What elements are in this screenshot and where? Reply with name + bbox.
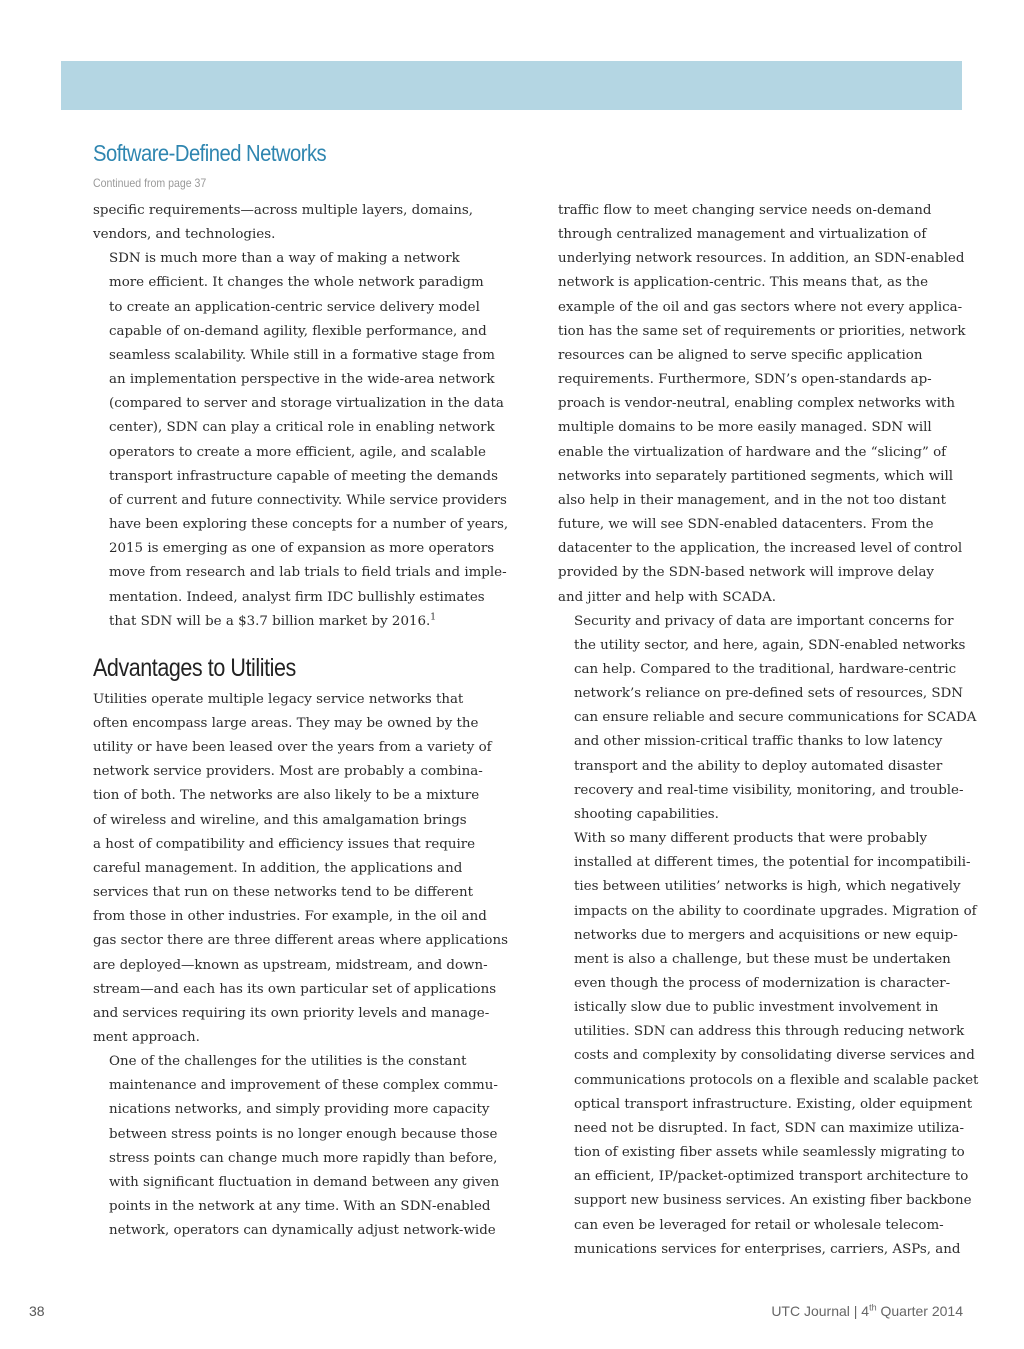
- text-line: ment is also a challenge, but these must be undertaken: [574, 951, 951, 967]
- text-line: future, we will see SDN-enabled datacenters. From the: [558, 517, 934, 533]
- text-line: impacts on the ability to coordinate upgrades. Migration of: [574, 903, 977, 919]
- text-line: stream—and each has its own particular set of applications: [93, 981, 497, 997]
- text-line: network, operators can dynamically adjust network-wide: [109, 1223, 496, 1239]
- text-line: can even be leveraged for retail or wholesale telecom-: [574, 1217, 944, 1233]
- text-line: of current and future connectivity. While service providers: [109, 492, 507, 508]
- text-line: even though the process of modernization is character-: [574, 976, 951, 991]
- right-column: [558, 199, 979, 1262]
- text-line: from those in other industries. For example, in the oil and: [93, 909, 487, 925]
- text-line: networks into separately partitioned segments, which will: [558, 468, 954, 484]
- text-line: can help. Compared to the traditional, hardware-centric: [574, 661, 957, 677]
- text-line: installed at different times, the potential for incompatibili-: [574, 855, 971, 871]
- text-line: the utility sector, and here, again, SDN-enabled networks: [574, 637, 966, 653]
- text-line: One of the challenges for the utilities is the constant: [109, 1054, 467, 1070]
- text-line: services that run on these networks tend to be different: [93, 885, 473, 901]
- text-line: tion of both. The networks are also likely to be a mixture: [93, 788, 480, 804]
- text-line: transport infrastructure capable of meeting the demands: [109, 468, 498, 484]
- text-line: SDN is much more than a way of making a network: [109, 251, 460, 267]
- text-line: vendors, and technologies.: [93, 227, 276, 243]
- text-line: costs and complexity by consolidating diverse services and: [574, 1048, 975, 1064]
- text-line: often encompass large areas. They may be owned by the: [93, 715, 479, 731]
- text-line: and other mission-critical traffic thanks to low latency: [574, 734, 943, 750]
- text-line: nications networks, and simply providing more capacity: [109, 1102, 490, 1118]
- journal-footer: [771, 1303, 963, 1319]
- text-line: careful management. In addition, the applications and: [93, 860, 463, 876]
- text-line: can ensure reliable and secure communications for SCADA: [574, 710, 977, 726]
- text-line: utilities. SDN can address this through reducing network: [574, 1024, 965, 1040]
- text-line: center), SDN can play a critical role in enabling network: [109, 420, 495, 436]
- text-line: proach is vendor-neutral, enabling complex networks with: [558, 396, 956, 412]
- text-line: network service providers. Most are probably a combina-: [93, 764, 483, 780]
- ordinal-suffix: th: [869, 1302, 877, 1313]
- text-line: through centralized management and virtualization of: [558, 227, 927, 243]
- text-line: network’s reliance on pre-defined sets of resources, SDN: [574, 686, 964, 702]
- text-line: ment approach.: [93, 1030, 200, 1045]
- text-line: mentation. Indeed, analyst firm IDC bullishly estimates: [109, 589, 485, 605]
- text-line: optical transport infrastructure. Existing, older equipment: [574, 1096, 973, 1112]
- left-column: [93, 199, 509, 1243]
- text-line: resources can be aligned to serve specific application: [558, 347, 923, 363]
- text-line: to create an application-centric service delivery model: [109, 299, 480, 315]
- text-line: with significant fluctuation in demand between any given: [109, 1174, 500, 1190]
- text-line: capable of on-demand agility, flexible performance, and: [109, 323, 487, 339]
- text-line: communications protocols on a flexible and scalable packet: [574, 1072, 979, 1088]
- text-line: With so many different products that were probably: [574, 831, 928, 847]
- text-line: multiple domains to be more easily managed. SDN will: [558, 420, 932, 436]
- paragraph: [93, 1050, 498, 1243]
- text-line: also help in their management, and in the not too distant: [558, 492, 947, 508]
- text-line: stress points can change much more rapidly than before,: [109, 1150, 498, 1166]
- text-line: datacenter to the application, the increased level of control: [558, 541, 963, 557]
- text-line: tion of existing fiber assets while seamlessly migrating to: [574, 1145, 965, 1161]
- text-line: traffic flow to meet changing service needs on-demand: [558, 203, 932, 218]
- text-line: networks due to mergers and acquisitions or new equip-: [574, 927, 958, 943]
- text-line: points in the network at any time. With an SDN-enabled: [109, 1199, 491, 1215]
- subheading-advantages: Advantages to Utilities: [93, 653, 296, 682]
- text-line: underlying network resources. In addition, an SDN-enabled: [558, 251, 965, 267]
- text-line: move from research and lab trials to field trials and imple-: [109, 565, 507, 581]
- section-title: Software-Defined Networks: [93, 140, 327, 166]
- text-line: (compared to server and storage virtualization in the data: [109, 396, 504, 412]
- paragraph: [93, 247, 509, 634]
- text-line: support new business services. An existing fiber backbone: [574, 1193, 972, 1209]
- footnote-ref: 1: [430, 612, 437, 623]
- text-line: utility or have been leased over the years from a variety of: [93, 740, 492, 756]
- paragraph: [558, 610, 977, 827]
- text-line: seamless scalability. While still in a formative stage from: [109, 347, 495, 363]
- paragraph: [93, 688, 508, 1050]
- text-line: 2015 is emerging as one of expansion as more operators: [109, 541, 495, 557]
- text-line: a host of compatibility and efficiency issues that require: [93, 836, 476, 852]
- text-line: gas sector there are three different areas where applications: [93, 933, 508, 949]
- text-line: an implementation perspective in the wide-area network: [109, 372, 495, 388]
- paragraph: [558, 199, 964, 610]
- quarter-label: Quarter 2014: [876, 1303, 963, 1319]
- text-line: between stress points is no longer enough because those: [109, 1126, 498, 1142]
- page-number: 38: [29, 1303, 45, 1319]
- text-line: are deployed—known as upstream, midstream, and down-: [93, 957, 488, 973]
- text-line: provided by the SDN-based network will improve delay: [558, 565, 934, 581]
- text-line: need not be disrupted. In fact, SDN can maximize utiliza-: [574, 1120, 964, 1136]
- text-line: ties between utilities’ networks is high, which negatively: [574, 879, 961, 895]
- text-line: more efficient. It changes the whole network paradigm: [109, 275, 484, 291]
- text-line: of wireless and wireline, and this amalgamation brings: [93, 812, 467, 828]
- text-line: munications services for enterprises, carriers, ASPs, and: [574, 1241, 961, 1257]
- paragraph: [558, 827, 979, 1262]
- text-line: have been exploring these concepts for a number of years,: [109, 517, 509, 533]
- text-line: operators to create a more efficient, agile, and scalable: [109, 444, 486, 460]
- text-line: requirements. Furthermore, SDN’s open-standards ap-: [558, 372, 932, 388]
- text-line: recovery and real-time visibility, monitoring, and trouble-: [574, 782, 964, 798]
- text-line: istically slow due to public investment involvement in: [574, 1000, 939, 1016]
- paragraph: [93, 199, 498, 247]
- text-line: that SDN will be a $3.7 billion market by 2016.$^1$: [109, 612, 437, 629]
- text-line: shooting capabilities.: [574, 806, 719, 822]
- text-line: tion has the same set of requirements or priorities, network: [558, 323, 966, 339]
- text-line: and jitter and help with SCADA.: [558, 589, 777, 605]
- journal-name: UTC Journal | 4: [771, 1303, 870, 1319]
- continued-note: Continued from page 37: [93, 176, 207, 190]
- text-line: transport and the ability to deploy automated disaster: [574, 758, 943, 774]
- text-line: and services requiring its own priority levels and manage-: [93, 1005, 490, 1021]
- text-line: example of the oil and gas sectors where not every applica-: [558, 299, 963, 315]
- text-line: Utilities operate multiple legacy service networks that: [93, 691, 464, 707]
- text-line: Security and privacy of data are important concerns for: [574, 613, 954, 629]
- text-line: enable the virtualization of hardware and the “slicing” of: [558, 444, 947, 460]
- header-band: [61, 61, 962, 110]
- text-line: maintenance and improvement of these complex commu-: [109, 1078, 498, 1094]
- text-line: an efficient, IP/packet-optimized transport architecture to: [574, 1169, 969, 1185]
- text-line: specific requirements—across multiple layers, domains,: [93, 203, 473, 218]
- text-line: network is application-centric. This means that, as the: [558, 275, 929, 291]
